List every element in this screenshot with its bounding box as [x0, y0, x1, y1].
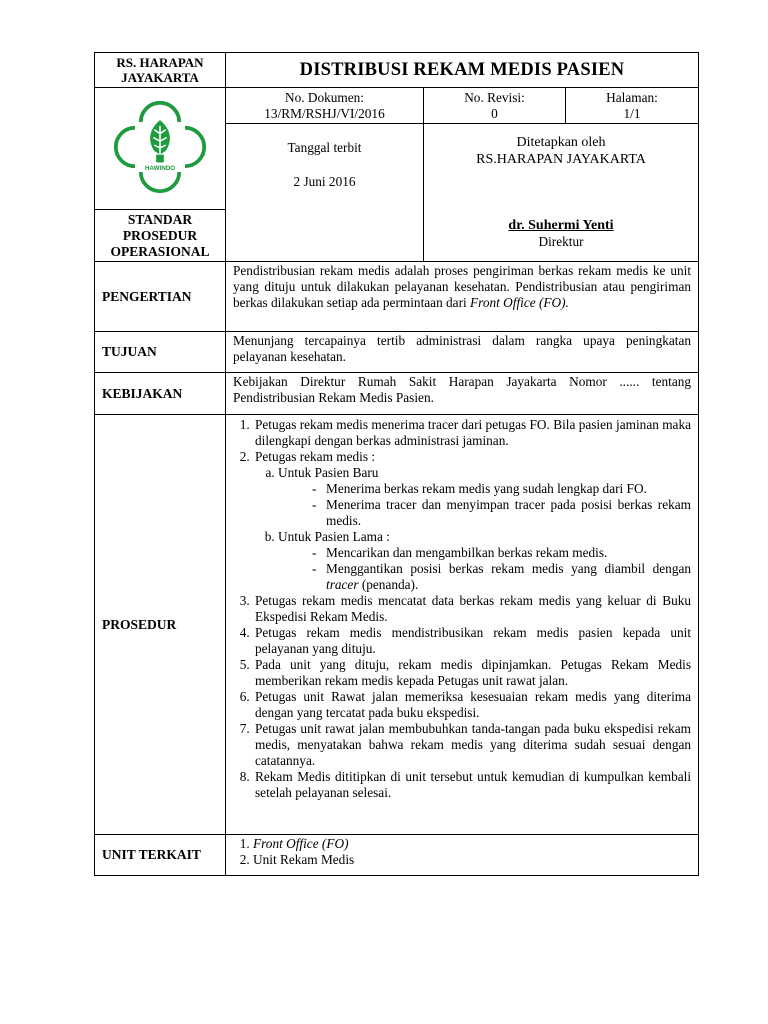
prosedur-step-2-text: Petugas rekam medis :: [255, 449, 376, 464]
page-cell: [566, 88, 699, 124]
prosedur-step-2b-item-2-italic: tracer: [326, 577, 359, 592]
doc-number-label: No. Dokumen:: [284, 89, 365, 105]
sop-table: [94, 52, 699, 876]
revision-cell: [424, 88, 566, 124]
sop-label-line2: PROSEDUR: [122, 227, 198, 243]
sop-label-line1: STANDAR: [127, 211, 193, 227]
prosedur-step-2b-item-1: - Mencarikan dan mengambilkan berkas rekam medis.: [312, 545, 691, 561]
prosedur-step-2a-list: [278, 481, 691, 529]
unit-terkait-item-1: [253, 836, 691, 852]
doc-number-cell: [226, 88, 424, 124]
unit-terkait-content: [226, 835, 699, 876]
pengertian-text: [226, 262, 699, 332]
logo-text: HAWINDO: [144, 164, 176, 172]
kebijakan-label: KEBIJAKAN: [95, 373, 226, 415]
tujuan-label: TUJUAN: [95, 332, 226, 373]
logo-cell: [95, 88, 226, 210]
prosedur-content: [226, 415, 699, 835]
prosedur-step-1: 1. Petugas rekam medis menerima tracer dari petugas FO. Bila pasien jaminan maka dilengkapi dengan berkas administrasi jaminan.: [253, 417, 691, 449]
hospital-name-line1: RS. HARAPAN: [116, 55, 204, 70]
sop-document: [94, 52, 698, 876]
prosedur-step-2a-text: Untuk Pasien Baru: [278, 465, 379, 480]
issue-date-cell: [226, 124, 424, 262]
prosedur-step-2-sublist: [255, 465, 691, 593]
prosedur-label: PROSEDUR: [95, 415, 226, 835]
unit-terkait-item-2: 2. Unit Rekam Medis: [253, 852, 691, 868]
hospital-name-cell: [95, 53, 226, 88]
unit-terkait-label: UNIT TERKAIT: [95, 835, 226, 876]
prosedur-step-2a-item-1: - Menerima berkas rekam medis yang sudah lengkap dari FO.: [312, 481, 691, 497]
pengertian-text-italic: Front Office (FO).: [470, 295, 569, 310]
prosedur-step-4: 4. Petugas rekam medis mendistribusikan rekam medis pasien kepada unit pelayanan yang dituju.: [253, 625, 691, 657]
prosedur-step-2b-item-2: [312, 561, 691, 593]
issue-date-label: Tanggal terbit: [287, 140, 362, 155]
prosedur-step-5: 5. Pada unit yang dituju, rekam medis dipinjamkan. Petugas Rekam Medis memberikan rekam medis kepada Petugas unit rawat jalan.: [253, 657, 691, 689]
prosedur-step-2b-item-2-start: Menggantikan posisi berkas rekam medis yang diambil dengan: [326, 561, 692, 576]
revision-value: 0: [491, 105, 498, 121]
document-title: DISTRIBUSI REKAM MEDIS PASIEN: [226, 53, 699, 88]
hospital-name-line2: JAYAKARTA: [121, 70, 199, 85]
prosedur-step-2b-item-2-end: (penanda).: [358, 577, 419, 592]
prosedur-step-6: 6. Petugas unit Rawat jalan memeriksa kesesuaian rekam medis yang diterima dengan yang tercatat pada buku ekspedisi.: [253, 689, 691, 721]
prosedur-step-2a-item-2: - Menerima tracer dan menyimpan tracer pada posisi berkas rekam medis.: [312, 497, 691, 529]
prosedur-steps: [230, 417, 691, 801]
revision-label: No. Revisi:: [464, 89, 525, 105]
prosedur-step-8: 8. Rekam Medis dititipkan di unit tersebut untuk kemudian di kumpulkan kembali setelah pelayanan selesai.: [253, 769, 691, 801]
signer-title: Direktur: [538, 234, 584, 249]
signer-name: dr. Suhermi Yenti: [508, 218, 614, 233]
unit-terkait-list: [230, 836, 691, 868]
set-by-cell: [424, 124, 699, 262]
page-label: Halaman:: [606, 89, 658, 105]
sop-label-line3: OPERASIONAL: [110, 243, 210, 259]
page-value: 1/1: [623, 105, 641, 121]
set-by-line2: RS.HARAPAN JAYAKARTA: [476, 152, 646, 167]
prosedur-step-2b-list: [278, 545, 691, 593]
prosedur-step-2a: [278, 465, 691, 529]
prosedur-step-2b: [278, 529, 691, 593]
prosedur-step-7: 7. Petugas unit rawat jalan membubuhkan tanda-tangan pada buku ekspedisi rekam medis, menyatakan bahwa rekam medis yang diterima sudah sesuai dengan catatannya.: [253, 721, 691, 769]
doc-number-value: 13/RM/RSHJ/VI/2016: [264, 105, 385, 121]
unit-terkait-item-1-text: Front Office (FO): [253, 836, 349, 851]
prosedur-step-3: 3. Petugas rekam medis mencatat data berkas rekam medis yang keluar di Buku Ekspedisi Rekam Medis.: [253, 593, 691, 625]
kebijakan-text: Kebijakan Direktur Rumah Sakit Harapan Jayakarta Nomor ...... tentang Pendistribusian Rekam Medis Pasien.: [226, 373, 699, 415]
hospital-logo-icon: [112, 99, 208, 195]
prosedur-step-2b-text: Untuk Pasien Lama :: [278, 529, 390, 544]
prosedur-step-2: [253, 449, 691, 593]
sop-label-cell: [95, 210, 226, 262]
issue-date-value: 2 Juni 2016: [293, 174, 356, 189]
set-by-line1: Ditetapkan oleh: [516, 135, 606, 150]
pengertian-text-main: Pendistribusian rekam medis adalah proses pengiriman berkas rekam medis ke unit yang dituju untuk dilakukan pelayanan kesehatan. Pendistribusian atau pengiriman berkas dilakukan setiap ada permintaan dari: [233, 263, 692, 310]
pengertian-label: PENGERTIAN: [95, 262, 226, 332]
tujuan-text: Menunjang tercapainya tertib administrasi dalam rangka upaya peningkatan pelayanan kesehatan.: [226, 332, 699, 373]
